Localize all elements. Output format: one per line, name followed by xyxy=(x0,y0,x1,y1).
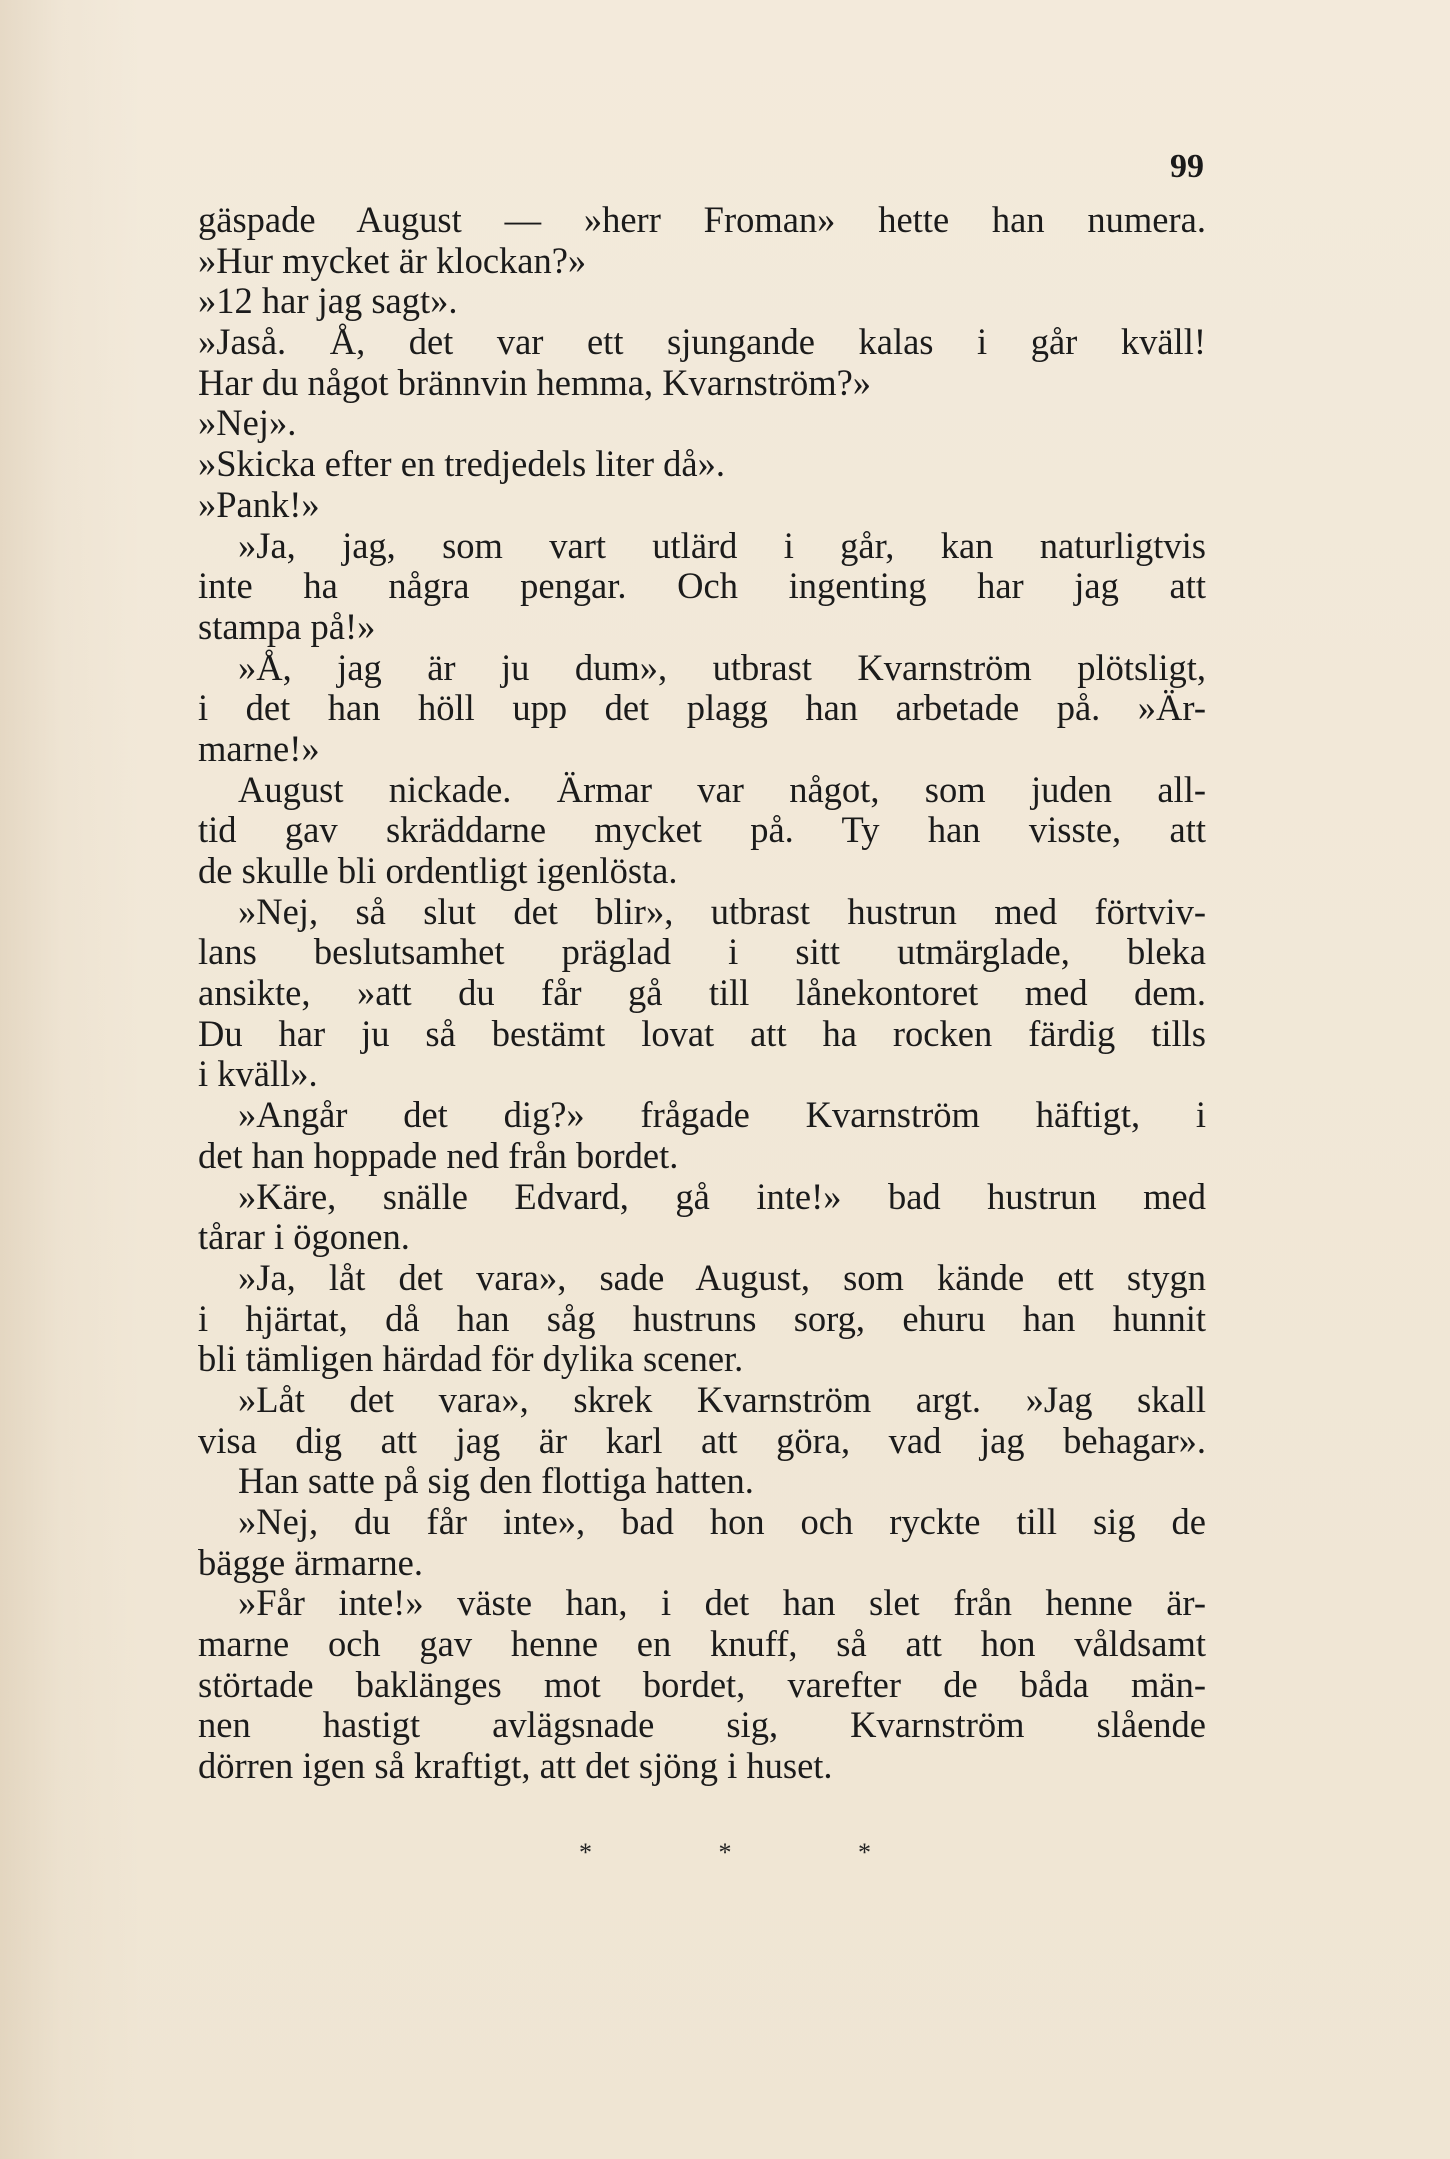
text-line: »Pank!» xyxy=(198,483,320,525)
text-line: gäspade August — »herr Froman» hette han numera. xyxy=(198,199,1206,240)
text-line: »Nej, så slut det blir», utbrast hustrun med förtviv- xyxy=(238,890,1206,932)
section-separator: * * * xyxy=(579,1838,931,1867)
text-line: ansikte, »att du får gå till lånekontoret med dem. xyxy=(198,972,1206,1014)
text-line: »Nej». xyxy=(198,402,297,444)
text-line: Du har ju så bestämt lovat att ha rocken färdig tills xyxy=(198,1012,1206,1054)
text-line: »12 har jag sagt». xyxy=(198,280,458,322)
text-line: »Ja, jag, som vart utlärd i går, kan naturligtvis xyxy=(238,524,1206,566)
text-line: »Angår det dig?» frågade Kvarnström häftigt, i xyxy=(238,1094,1206,1136)
text-line: tårar i ögonen. xyxy=(198,1216,410,1258)
text-line: Han satte på sig den flottiga hatten. xyxy=(238,1460,754,1502)
text-line: visa dig att jag är karl att göra, vad jag behagar». xyxy=(198,1419,1206,1461)
page-number: 99 xyxy=(1170,148,1204,185)
text-line: störtade baklänges mot bordet, varefter de båda män- xyxy=(198,1663,1206,1705)
text-line: dörren igen så kraftigt, att det sjöng i huset. xyxy=(198,1745,833,1787)
text-line: det han hoppade ned från bordet. xyxy=(198,1134,679,1176)
text-line: i det han höll upp det plagg han arbetade på. »Är- xyxy=(198,687,1206,729)
text-line: »Nej, du får inte», bad hon och ryckte till sig de xyxy=(238,1501,1206,1542)
text-line: de skulle bli ordentligt igenlösta. xyxy=(198,850,678,891)
text-line: i hjärtat, då han såg hustruns sorg, ehuru han hunnit xyxy=(198,1297,1206,1339)
text-line: i kväll». xyxy=(198,1053,318,1095)
text-line: »Hur mycket är klockan?» xyxy=(198,239,587,281)
text-line: August nickade. Ärmar var något, som juden all- xyxy=(238,768,1206,810)
text-line: nen hastigt avlägsnade sig, Kvarnström slående xyxy=(198,1704,1206,1746)
text-line: »Käre, snälle Edvard, gå inte!» bad hustrun med xyxy=(238,1175,1206,1217)
text-line: »Å, jag är ju dum», utbrast Kvarnström plötsligt, xyxy=(238,646,1206,688)
text-line: marne!» xyxy=(198,727,320,769)
text-line: bli tämligen härdad för dylika scener. xyxy=(198,1338,744,1380)
text-line: »Skicka efter en tredjedels liter då». xyxy=(198,443,726,485)
text-line: Har du något brännvin hemma, Kvarnström?» xyxy=(198,361,872,403)
text-line: bägge ärmarne. xyxy=(198,1541,423,1583)
text-line: »Låt det vara», skrek Kvarnström argt. »Jag skall xyxy=(238,1378,1206,1420)
body-text xyxy=(198,200,1206,1787)
text-line: »Får inte!» väste han, i det han slet från henne är- xyxy=(238,1582,1206,1624)
text-line: inte ha några pengar. Och ingenting har jag att xyxy=(198,565,1206,607)
text-line: »Jaså. Å, det var ett sjungande kalas i går kväll! xyxy=(198,321,1206,363)
text-line: »Ja, låt det vara», sade August, som kände ett stygn xyxy=(238,1256,1206,1298)
text-line: marne och gav henne en knuff, så att hon våldsamt xyxy=(198,1623,1206,1665)
text-line: tid gav skräddarne mycket på. Ty han visste, att xyxy=(198,809,1206,851)
text-line: stampa på!» xyxy=(198,605,376,647)
text-line: lans beslutsamhet präglad i sitt utmärglade, bleka xyxy=(198,931,1206,973)
